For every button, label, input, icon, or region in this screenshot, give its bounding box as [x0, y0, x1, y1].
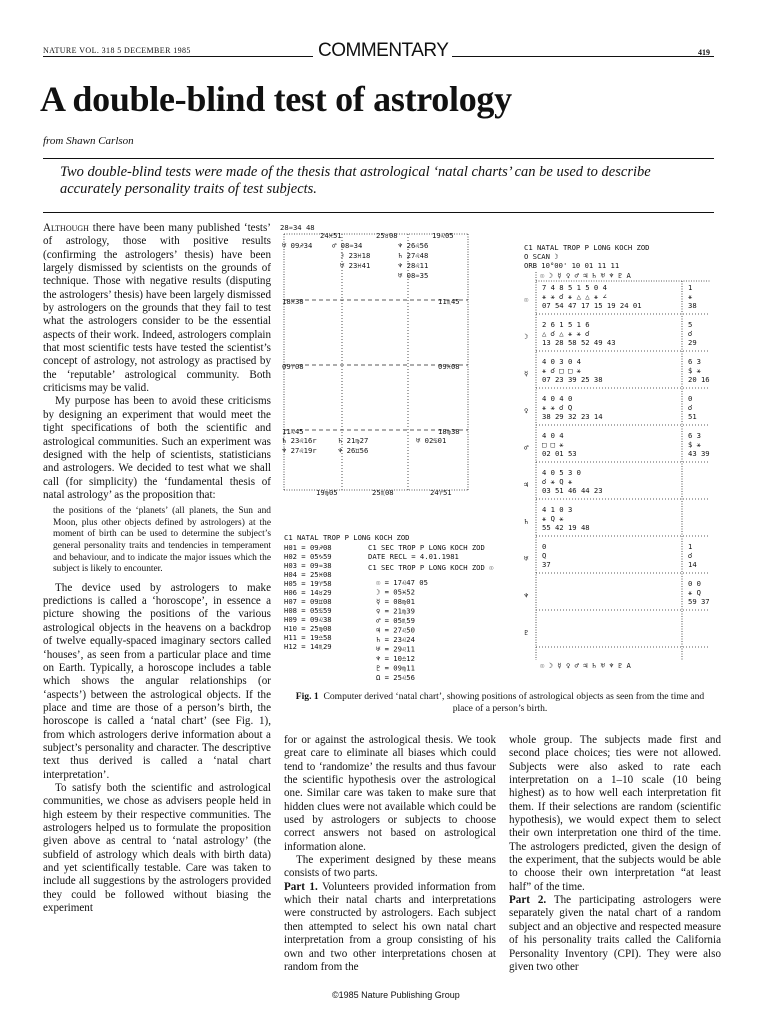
aspect-cell: 20 16	[688, 375, 710, 384]
page-number: 419	[698, 48, 710, 57]
aspect-cell: 6 3	[688, 357, 701, 366]
part-label: Part 2.	[509, 894, 547, 907]
planet-longitude: ♃ = 27♌50	[376, 625, 415, 635]
table-title: C1 NATAL TROP P LONG KOCH ZOD	[284, 533, 410, 542]
aspect-cell: ⚹ ☌ □ □ ⚹	[542, 366, 581, 375]
aspect-cell: 1	[688, 542, 693, 551]
cusp-label: 24♈51	[430, 488, 452, 497]
planet-longitude: ☉ = 17♌47 05	[376, 578, 428, 587]
grid-row-symbol: ♂	[524, 443, 529, 452]
aspect-cell: ☌	[688, 329, 693, 338]
cusp-label: 11♏45	[438, 297, 460, 306]
paragraph: My purpose has been to avoid these criticisms by designing an experiment that would meet the tight specifications of both the scientific and astrological communities. Such an experiment was designed with the help of scientists, statisticians and astrologers. We decided to test what we shall call (for simplicity) the ‘fundamental thesis of natal astrology’ as the proposition that:	[43, 395, 271, 501]
paragraph: for or against the astrological thesis. We took great care to eliminate all biases which could tend to ‘randomize’ the results and thus favour the scientific hypothesis over the astrological one. Similar care was taken to make sure that hidden clues were not available which could be used by astrologers or subjects to choose correct answers not based on astrological information alone.	[284, 734, 496, 853]
planet-position: ♂ 08♒34	[332, 241, 363, 250]
planet-position: ♆ 26♌56	[398, 241, 429, 250]
house-cusp: H05 = 19♈58	[284, 579, 332, 588]
aspect-cell: 5	[688, 320, 693, 329]
standfirst: Two double-blind tests were made of the thesis that astrological ‘natal charts’ can be used to describe accurately personality traits of test subjects.	[60, 164, 651, 197]
planet-position: ♅ 02♋01	[416, 436, 447, 445]
aspect-cell: 07 23 39 25 38	[542, 375, 603, 384]
aspect-cell: 29	[688, 338, 697, 347]
grid-row-symbol: ♆	[524, 591, 529, 600]
aspect-cell: $ ⚹	[688, 440, 701, 449]
grid-footer-symbols: ☉ ☽ ☿ ♀ ♂ ♃ ♄ ♅ ♆ ♇ A	[540, 661, 631, 670]
cusp-label: 25♏08	[372, 488, 394, 497]
grid-subtitle: O SCAN ☽	[524, 252, 559, 261]
cusp-label: 19♌05	[432, 231, 454, 240]
cusp-label: 25♉08	[376, 231, 398, 240]
aspect-cell: ⚹ ⚹ ☌ Q	[542, 403, 573, 412]
aspect-cell: 37	[542, 560, 551, 569]
planet-longitude: ♅ = 29♌11	[376, 644, 415, 654]
aspect-cell: ⚹ ⚹ ☌ ⚹ △ △ ⚹ ∠	[542, 292, 607, 301]
planet-longitude: ♆ = 10♎12	[376, 654, 415, 663]
paragraph: To satisfy both the scientific and astrological communities, we chose as advisers people held in high esteem by their respective communities. The astrologers helped us to formulate the proposition given above as central to ‘natal astrology’ (the subfield of astrology which deals with birth data) and yet scientifically testable. Care was taken to include all suggestions by the astrologers provided they could be followed without biasing the experiment	[43, 781, 271, 915]
aspect-cell: ☌	[688, 551, 693, 560]
grid-row-symbol: ♅	[524, 554, 529, 563]
table-title: C1 SEC TROP P LONG KOCH ZOD	[368, 543, 485, 552]
aspect-cell: $ ⚹	[688, 366, 701, 375]
part-label: Part 1.	[284, 880, 318, 893]
aspect-cell: ⚹	[688, 292, 693, 301]
header-rule-left	[43, 56, 313, 57]
house-cusp: H03 = 09♒38	[284, 561, 332, 570]
aspect-cell: ⚹ Q ⚹	[542, 514, 564, 523]
paragraph-text: The participating astrologers were separately given the natal chart of a random subject and an objective and respected measure of his personality traits called the California Personality Inventory (CPI). They were also given two other	[509, 894, 721, 973]
aspect-cell: 1	[688, 283, 693, 292]
table-title: DATE RECL = 4.01.1981	[368, 552, 459, 561]
copyright-footer: ©1985 Nature Publishing Group	[332, 990, 460, 1000]
house-cusp: H12 = 14♏29	[284, 642, 332, 651]
house-cusp: H11 = 19♎58	[284, 633, 332, 642]
text-column-3	[509, 734, 721, 974]
cusp-label: 18♍38	[438, 427, 460, 436]
aspect-cell: 55 42 19 48	[542, 523, 590, 532]
caption-text: Computer derived ‘natal chart’, showing positions of astrological objects as seen from the time and place of a person’s birth.	[323, 691, 705, 714]
aspect-cell: 43 39	[688, 449, 710, 458]
aspect-cell: 7 4 8 5 1 5 0 4	[542, 283, 607, 292]
section-label: COMMENTARY	[318, 40, 449, 61]
aspect-cell: 0 0	[688, 579, 701, 588]
aspect-cell: 38 29 32 23 14	[542, 412, 603, 421]
cusp-label: 19♍05	[316, 488, 338, 497]
house-cusp: H09 = 09♌38	[284, 615, 332, 624]
planet-position: ☽ 23♓18	[340, 251, 371, 260]
aspect-cell: 4 0 4	[542, 431, 564, 440]
aspect-cell: △ ☌ △ ⚹ ⚹ ☌	[542, 329, 590, 338]
aspect-cell: 02 01 53	[542, 449, 577, 458]
cusp-label: 09♈08	[282, 362, 304, 371]
planet-longitude: ♇ = 09♍11	[376, 663, 415, 673]
planet-longitude: ☽ = 05♓52	[376, 587, 415, 597]
aspect-cell: 51	[688, 412, 697, 421]
house-cusp: H10 = 25♍08	[284, 624, 332, 633]
aspect-cell: 07 54 47 17 15 19 24 01	[542, 301, 642, 310]
aspect-cell: ☌	[688, 403, 693, 412]
house-cusp: H02 = 05♑59	[284, 552, 332, 561]
grid-row-symbol: ♀	[524, 406, 529, 415]
planet-longitude: ♄ = 23♌24	[376, 635, 415, 644]
text-column-2	[284, 734, 496, 974]
planet-position: ♄ 27♌48	[398, 251, 429, 260]
paragraph: whole group. The subjects made first and second place choices; ties were not allowed. Subjects were also asked to rate each interpretation on a 1–10 scale (10 being highest) as to how well each interpretation fit them. If their selections are random (scientific hypothesis), we would expect them to select their own interpretation one third of the time. The astrologers predicted, given the design of the experiment, that the subjects would be able to choose their own interpretation “at least half” of the time.	[509, 734, 721, 893]
aspect-cell: 38	[688, 301, 697, 310]
figure-caption	[286, 691, 714, 714]
byline: from Shawn Carlson	[43, 135, 134, 147]
cusp-label: 18♓38	[282, 297, 304, 306]
planet-position: ♆ 27♌19r	[282, 446, 317, 455]
planet-longitude: ♂ = 05♏59	[376, 616, 415, 625]
divider	[43, 158, 714, 159]
aspect-cell: 4 1 0 3	[542, 505, 573, 514]
planet-position: ♆ 28♌11	[398, 261, 429, 270]
proposition-quote: the positions of the ‘planets’ (all planets, the Sun and Moon, plus other objects defined by astrologers) at the moment of birth can be used to determine the subject’s general personality traits and tendencies in temperament and behaviour, and to indicate the major issues which the subject is likely to encounter.	[53, 506, 271, 575]
drop-word: Although	[43, 222, 89, 234]
planet-longitude: ♀ = 21♍39	[376, 606, 415, 616]
grid-row-symbol: ☉	[524, 295, 529, 304]
paragraph-text: there have been many published ‘tests’ of astrology, those with positive results (confirming the astrologers’ thesis) have been largely dismissed by scientists on the grounds of technique. Those with negative results (disputing the astrologers’ thesis) have been largely dismissed by astrologers on the grounds that they fail to test what the astrologers consider to be the essential aspects of their work. Indeed, astrologers complain that most scientific tests have tested the scientist’s concept of astrology, not astrology as practised by the ‘reputable’ astrological community. Both criticisms may be valid.	[43, 222, 271, 395]
article-title: A double-blind test of astrology	[40, 79, 512, 119]
house-cusp: H04 = 25♓08	[284, 570, 332, 579]
grid-header-symbols: ☉ ☽ ☿ ♀ ♂ ♃ ♄ ♅ ♆ ♇ A	[540, 271, 631, 280]
grid-subtitle: ORB 10°00' 10 01 11 11	[524, 261, 620, 270]
aspect-cell: 4 0 4 0	[542, 394, 573, 403]
aspect-cell: 03 51 46 44 23	[542, 486, 603, 495]
house-cusp: H01 = 09♐08	[284, 543, 332, 552]
paragraph: The experiment designed by these means consists of two parts.	[284, 854, 496, 880]
planet-position: ♅ 08♒35	[398, 271, 429, 280]
house-cusp: H06 = 14♉29	[284, 588, 332, 597]
paragraph	[284, 881, 496, 974]
grid-row-symbol: ♇	[524, 628, 529, 637]
house-cusp: H07 = 09♊08	[284, 597, 332, 606]
grid-row-symbol: ♄	[524, 517, 529, 526]
aspect-cell: 6 3	[688, 431, 701, 440]
planet-position: ♅ 23♓41	[340, 261, 371, 270]
header-rule-right	[452, 56, 714, 57]
planet-position: ♄ 23♌16r	[282, 436, 317, 445]
aspect-cell: 13 28 58 52 49 43	[542, 338, 616, 347]
aspect-cell: ☌ ⚹ Q ⚹	[542, 477, 573, 486]
house-cusp: H08 = 05♋59	[284, 606, 332, 615]
planet-position: ♆ 26♊56	[338, 446, 369, 455]
natal-chart-figure	[280, 220, 716, 690]
grid-title: C1 NATAL TROP P LONG KOCH ZOD	[524, 243, 650, 252]
aspect-cell: 14	[688, 560, 697, 569]
aspect-cell: 0	[688, 394, 693, 403]
aspect-cell: 4 0 3 0 4	[542, 357, 581, 366]
cusp-label: 28♒34 48	[280, 223, 315, 232]
grid-row-symbol: ♃	[524, 480, 529, 489]
aspect-cell: □ □ ⚹	[542, 440, 564, 449]
aspect-cell: 2 6 1 5 1 6	[542, 320, 590, 329]
grid-row-symbol: ☽	[524, 332, 529, 341]
text-column-1	[43, 222, 271, 915]
divider	[43, 212, 714, 213]
caption-label: Fig. 1	[295, 691, 319, 702]
planet-longitude: ☿ = 08♍01	[376, 597, 415, 606]
planet-position: ♅ 09♐34	[282, 241, 313, 250]
aspect-cell: 0	[542, 542, 547, 551]
paragraph	[43, 222, 271, 395]
paragraph-text: Volunteers provided information from which their natal charts and interpretations were constructed by astrologers. Each subject then attempted to select his own natal chart interpretation from a group consisting of his own and two other interpretations chosen at random from the	[284, 880, 496, 973]
planet-position: ♄ 21♍27	[338, 436, 369, 445]
aspect-cell: 4 0 5 3 0	[542, 468, 581, 477]
paragraph	[509, 894, 721, 974]
cusp-label: 11♌45	[282, 427, 304, 436]
cusp-label: 24♓51	[320, 231, 342, 240]
aspect-cell: 59 37	[688, 597, 710, 606]
journal-header: NATURE VOL. 318 5 DECEMBER 1985	[43, 46, 191, 55]
aspect-cell: ⚹ Q	[688, 588, 701, 597]
aspect-cell: Q	[542, 551, 547, 560]
grid-row-symbol: ☿	[524, 369, 529, 378]
planet-longitude: Ω = 25♌56	[376, 673, 415, 682]
cusp-label: 09♓08	[438, 362, 460, 371]
table-title: C1 SEC TROP P LONG KOCH ZOD ☉	[368, 563, 494, 572]
paragraph: The device used by astrologers to make predictions is called a ‘horoscope’, in essence a picture showing the positions of the various astrological objects in the heavens on a backdrop of twelve equally-spaced imaginary sectors called ‘houses’, as seen from a particular place and time on Earth. Typically, a horoscope includes a table which shows the angular relationships (or ‘aspects’) between the astrological objects. If the place and time are those of a person’s birth, the horoscope is called a ‘natal chart’ (see Fig. 1), from which astrologers derive information about a subject’s personality and character. The descriptive text thus derived is called a ‘natal chart interpretation’.	[43, 581, 271, 781]
